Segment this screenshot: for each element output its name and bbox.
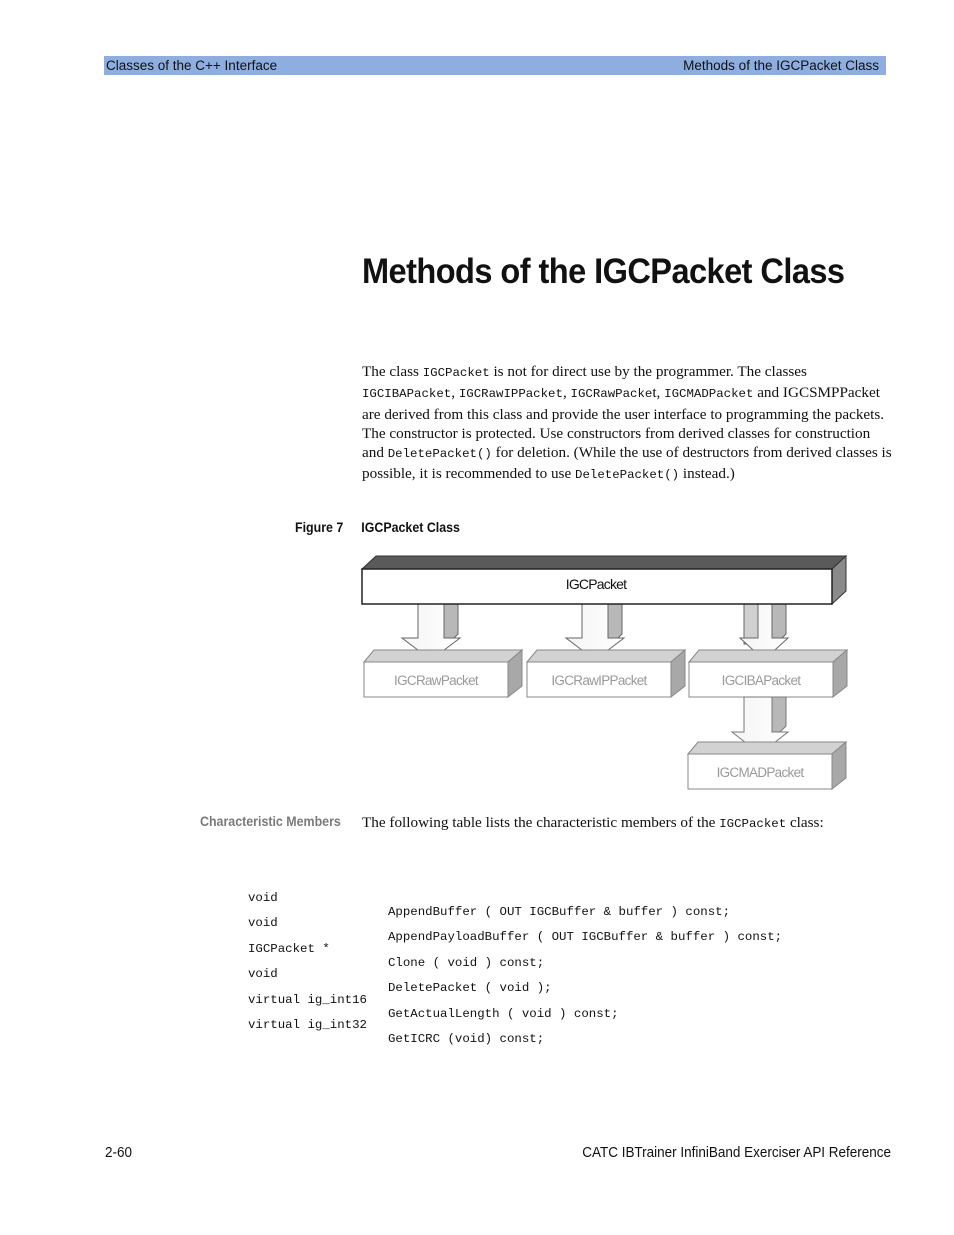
members-side-label: Characteristic Members (200, 814, 341, 829)
figure-title: IGCPacket Class (361, 520, 460, 535)
intro-code: DeletePacket() (575, 468, 680, 483)
intro-text: , (562, 384, 571, 402)
members-intro-text: class: (786, 814, 824, 831)
member-row (248, 877, 731, 919)
base-class-label: IGCPacket (565, 576, 627, 592)
intro-code: IGCRawPacke (570, 387, 653, 402)
member-return-type: virtual ig_int16 (248, 992, 367, 1007)
member-row (248, 928, 545, 970)
intro-code: IGCRawIPPacket (458, 387, 563, 402)
member-signature: AppendPayloadBuffer ( OUT IGCBuffer & buffer ) const; (388, 930, 783, 945)
intro-paragraph (362, 362, 892, 486)
members-intro-code: IGCPacket (719, 817, 787, 831)
member-signature: Clone ( void ) const; (388, 955, 545, 970)
figure-caption (295, 520, 460, 535)
intro-text: t, (652, 384, 665, 402)
derived-class-label: IGCIBAPacket (721, 673, 801, 688)
member-return-type: virtual ig_int32 (248, 1017, 367, 1032)
book-title: CATC IBTrainer InfiniBand Exerciser API Reference (582, 1145, 891, 1161)
member-return-type: IGCPacket * (248, 941, 330, 956)
member-signature: GetActualLength ( void ) const; (388, 1006, 619, 1021)
page-title: Methods of the IGCPacket Class (362, 252, 845, 291)
header-page-title: Methods of the IGCPacket Class (683, 58, 879, 73)
members-intro (362, 813, 862, 834)
member-return-type: void (248, 916, 278, 931)
member-return-type: void (248, 967, 278, 982)
figure-number: Figure 7 (295, 520, 344, 535)
intro-text: is not for direct use by the programmer. The classes (489, 363, 807, 380)
subderived-class-label: IGCMADPacket (716, 765, 804, 780)
member-return-type: void (248, 891, 278, 905)
derived-class-label: IGCRawPacket (394, 673, 478, 688)
intro-text: , (451, 384, 459, 402)
class-hierarchy-diagram (355, 550, 855, 795)
member-signature: GetICRC (void) const; (388, 1031, 545, 1046)
intro-code: IGCPacket (422, 366, 490, 380)
intro-code: DeletePacket() (387, 447, 492, 462)
intro-text: instead.) (679, 465, 735, 483)
intro-text: for deletion. (While the use of destructors from derived classes is possible, it is recommended to use (362, 444, 892, 483)
member-signature: DeletePacket ( void ); (388, 981, 552, 996)
members-list (248, 877, 783, 1046)
intro-text: and IGCSMPPacket are derived from this class and provide the user interface to programming the packets. The constructor is protected. Use constructors from derived classes for construction and (362, 384, 885, 462)
derived-class-label: IGCRawIPPacket (551, 673, 647, 688)
page-number: 2-60 (105, 1145, 132, 1161)
intro-code: IGCIBAPacket (362, 387, 452, 402)
running-header (104, 56, 886, 75)
header-section-title: Classes of the C++ Interface (106, 58, 278, 73)
intro-code: IGCMADPacket (664, 387, 754, 402)
members-intro-text: The following table lists the characteristic members of the (362, 814, 720, 831)
member-signature: AppendBuffer ( OUT IGCBuffer & buffer ) const; (388, 905, 731, 919)
intro-text: The class (362, 363, 423, 380)
